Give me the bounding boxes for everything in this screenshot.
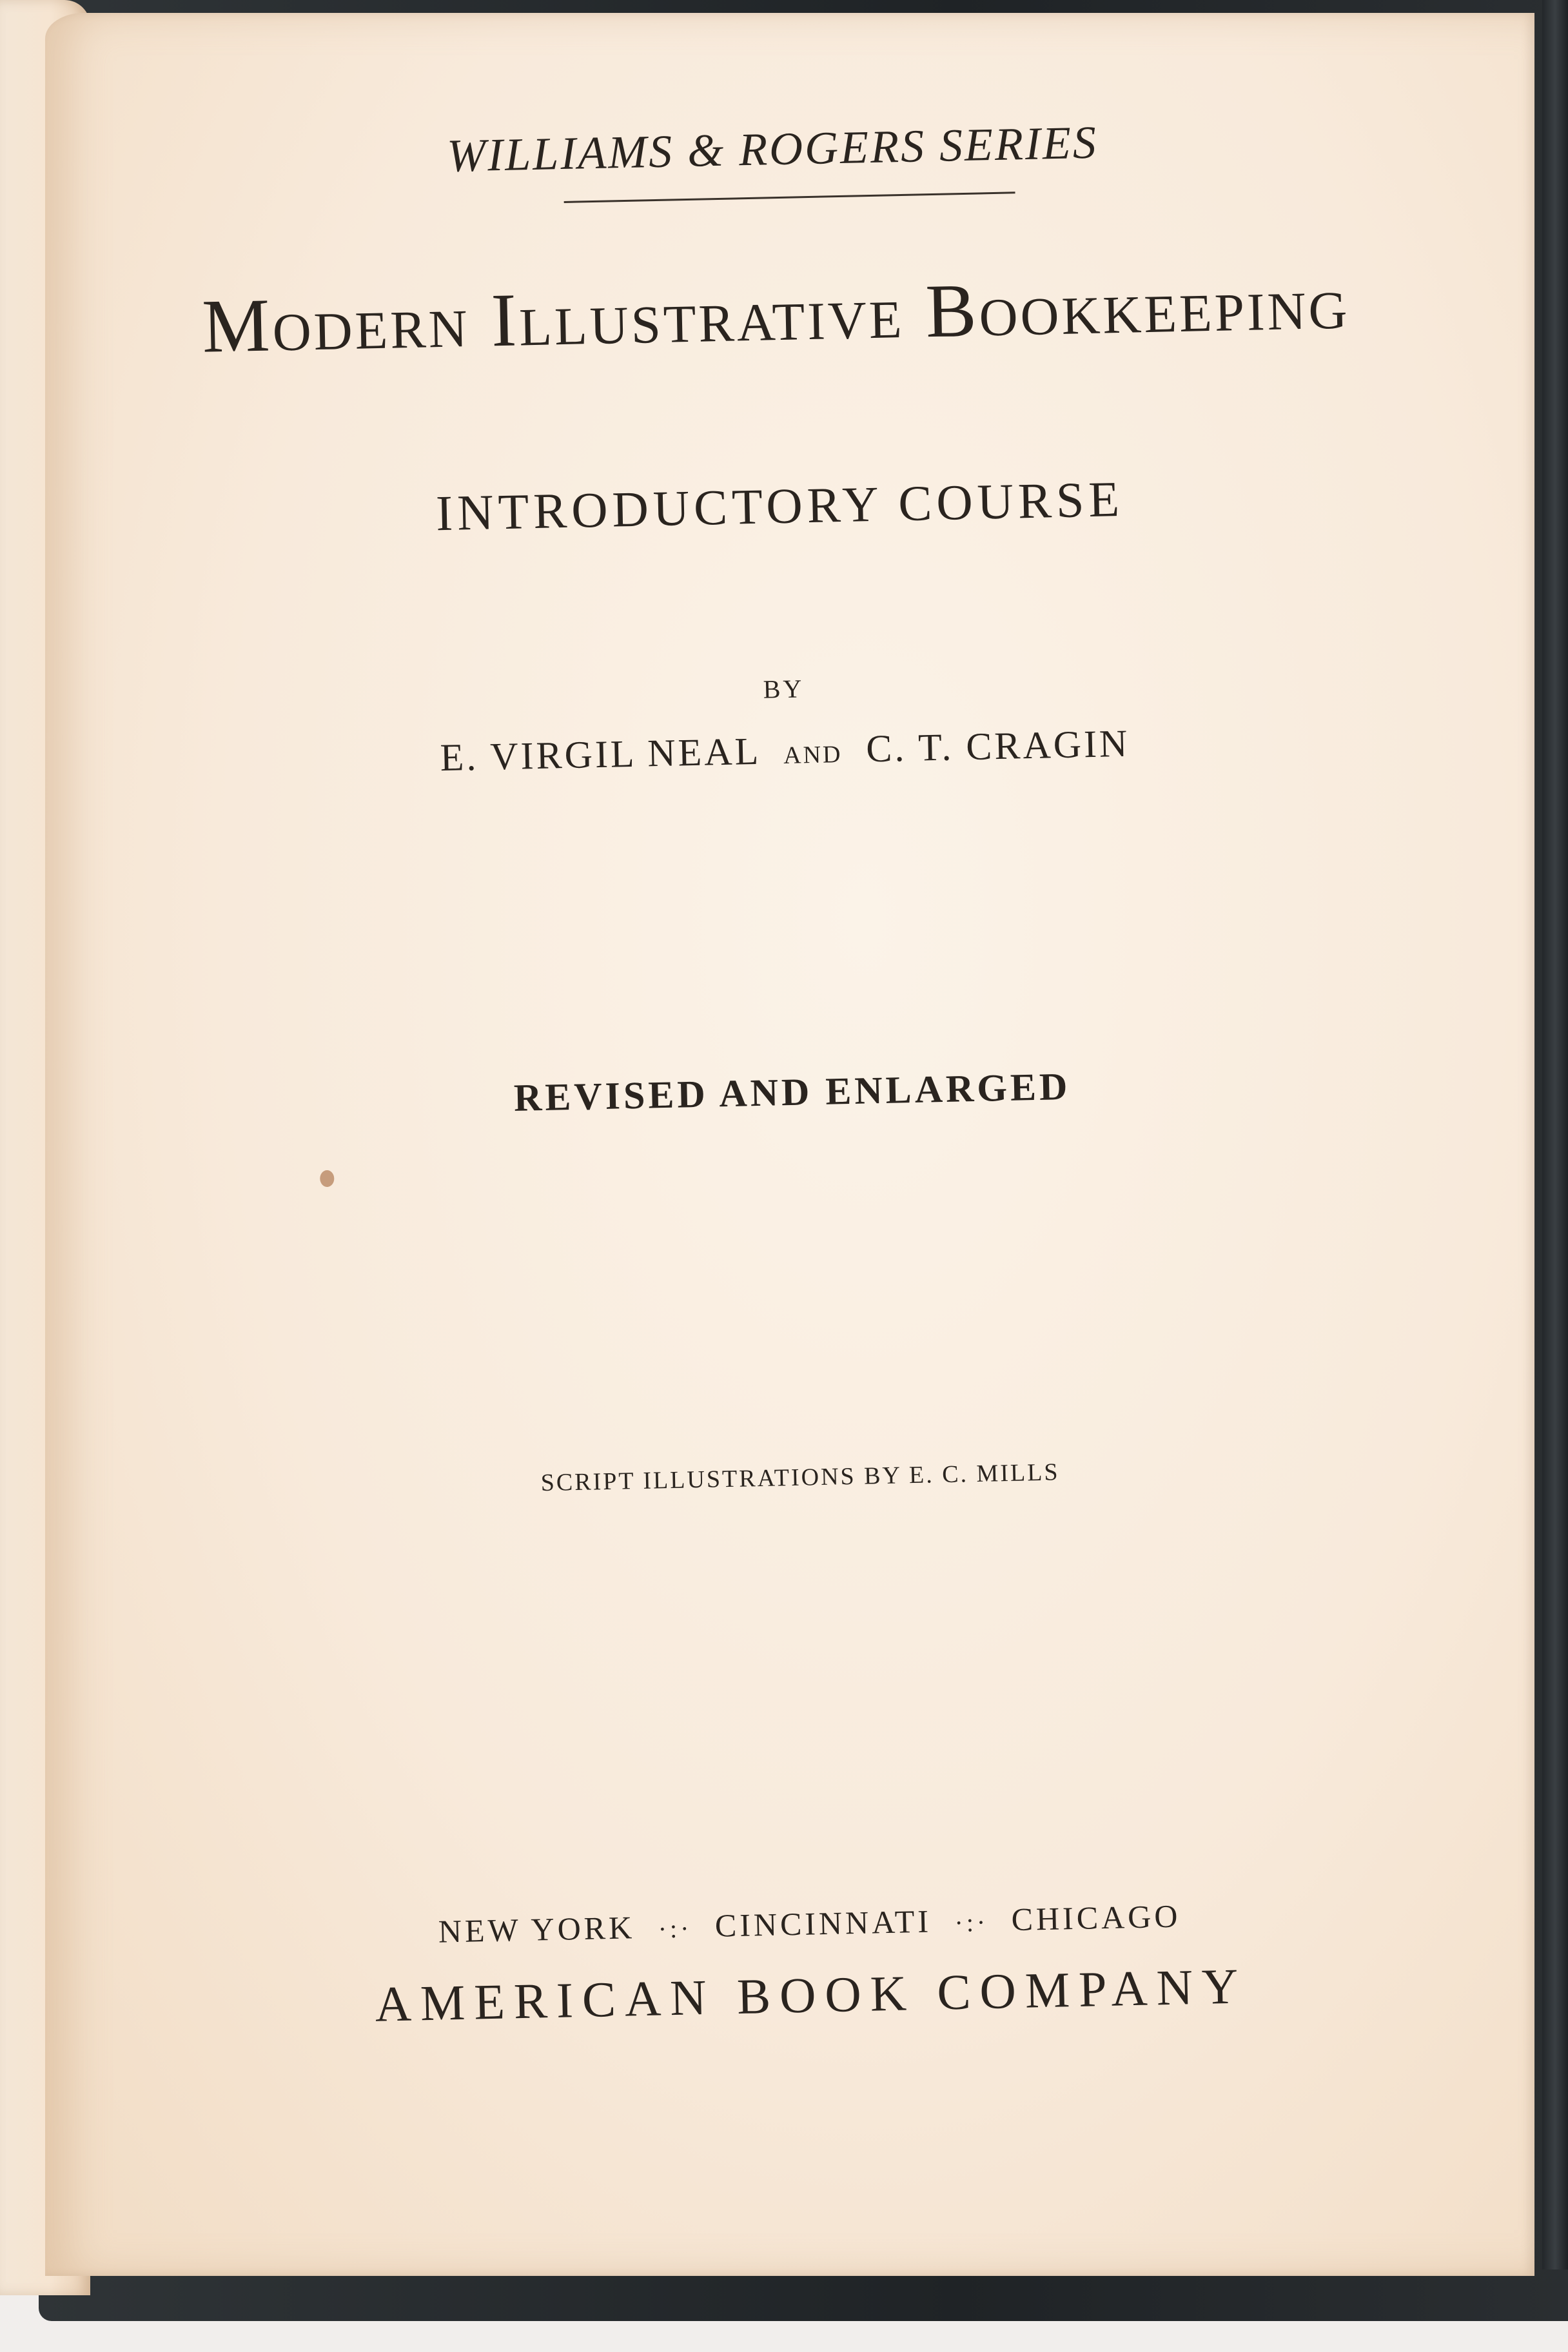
book-title: Modern Illustrative Bookkeeping [201, 260, 1351, 369]
and-label: AND [783, 741, 843, 770]
book-subtitle: INTRODUCTORY COURSE [435, 470, 1124, 542]
city-cincinnati: CINCINNATI [714, 1903, 932, 1944]
illustrations-credit: SCRIPT ILLUSTRATIONS BY E. C. MILLS [540, 1458, 1060, 1497]
title-page [45, 13, 1534, 2276]
author-2: C. T. CRAGIN [865, 721, 1131, 770]
series-rule [564, 191, 1015, 203]
paper-stain [320, 1170, 335, 1187]
authors-line [40, 713, 1530, 789]
title-page-content [25, 0, 1562, 2291]
by-label: BY [763, 674, 805, 704]
city-new-york: NEW YORK [438, 1909, 636, 1950]
publisher-name: AMERICAN BOOK COMPANY [374, 1957, 1248, 2032]
city-chicago: CHICAGO [1011, 1897, 1181, 1938]
author-1: E. VIRGIL NEAL [440, 729, 760, 779]
city-separator-2: ·:· [954, 1907, 989, 1937]
series-name: WILLIAMS & ROGERS SERIES [446, 116, 1099, 182]
publisher-cities [64, 1889, 1554, 1957]
edition-note: REVISED AND ENLARGED [513, 1064, 1071, 1119]
city-separator-1: ·:· [658, 1914, 692, 1944]
